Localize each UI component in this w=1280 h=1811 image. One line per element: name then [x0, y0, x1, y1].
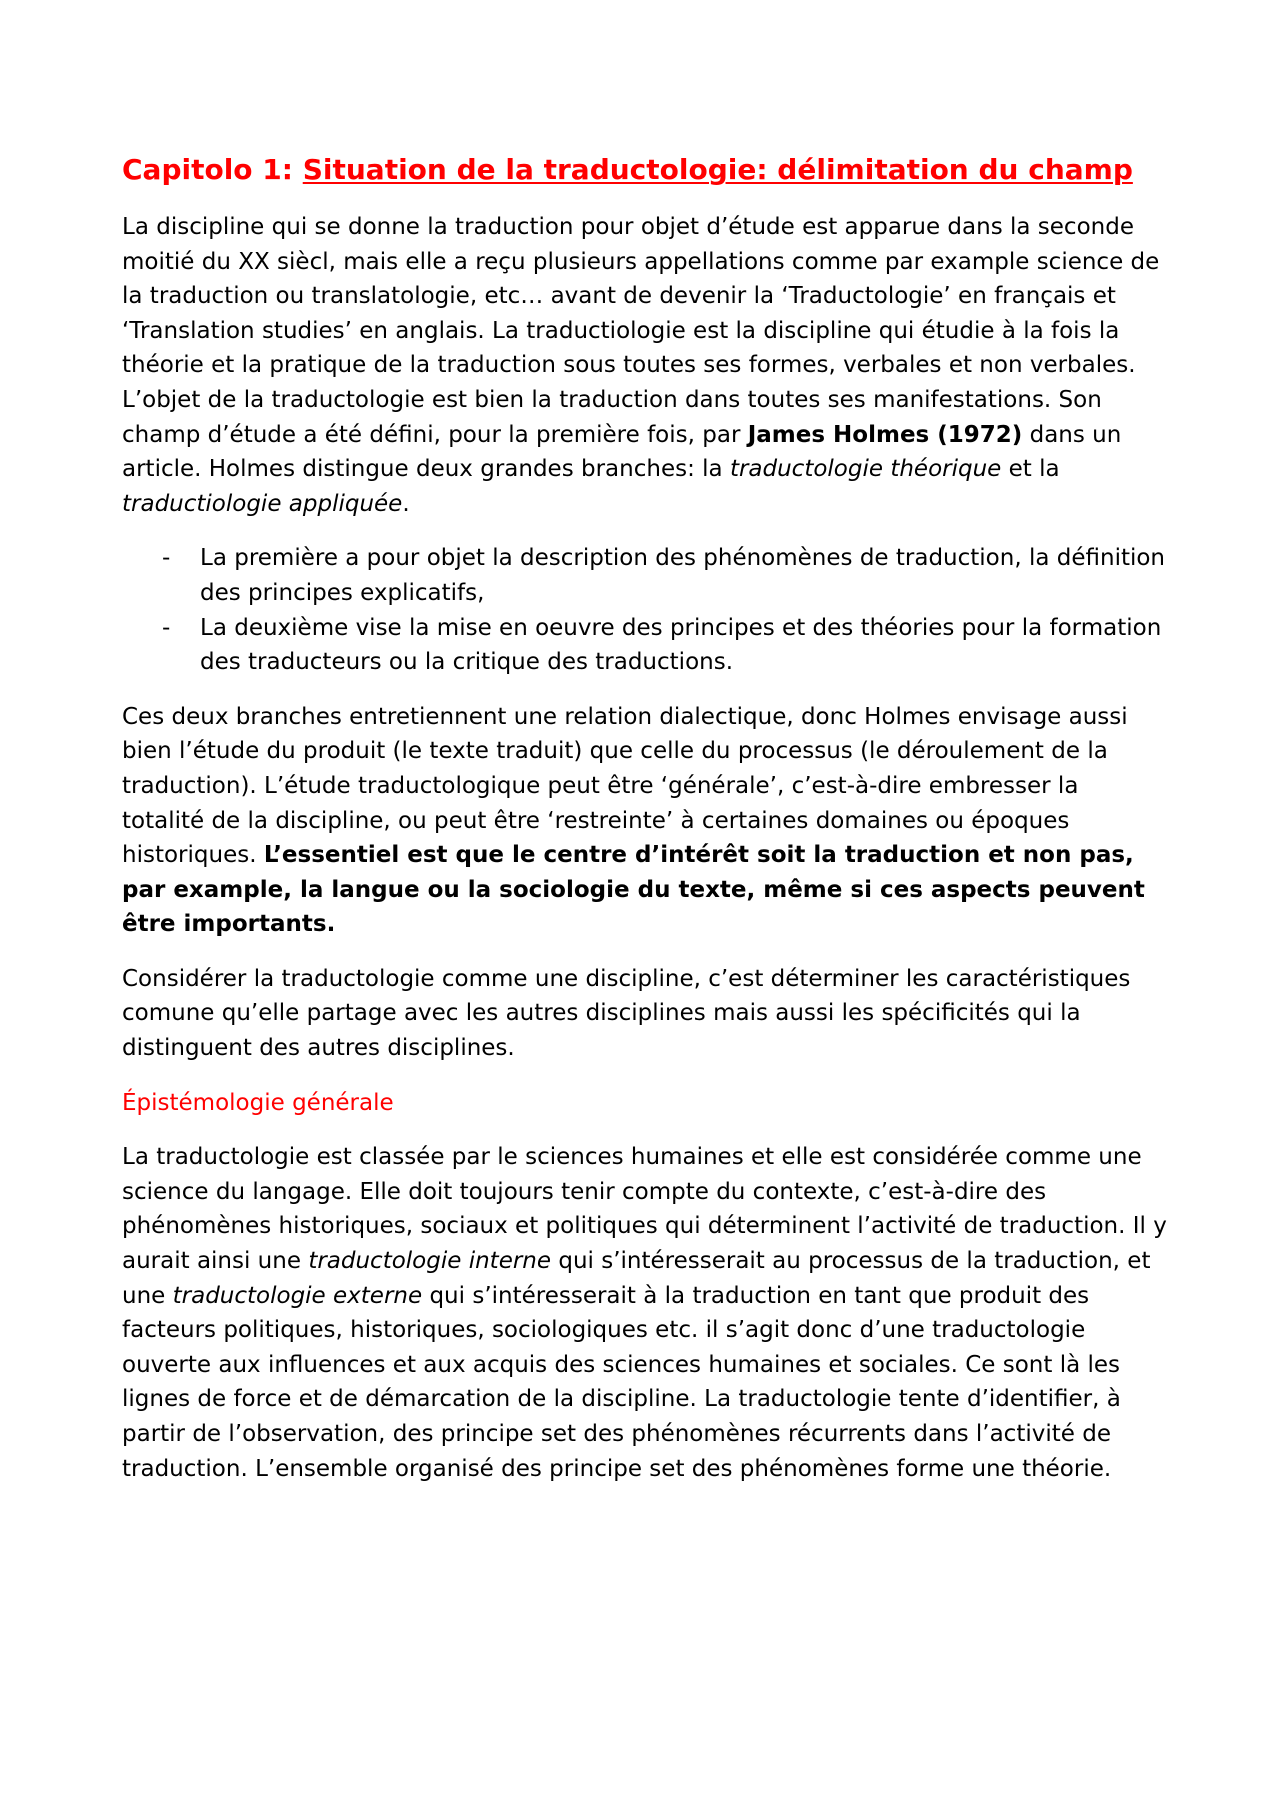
dialectic-text: Ces deux branches entretiennent une relation dialectique, donc Holmes envisage aussi bien l’étude du produit (le texte traduit) que celle du processus (le déroulement de la traduction). L’étude traductologique peut être ‘générale’, c’est-à-dire embresser la totalité de la discipline, ou peut être ‘restreinte’ à certaines domaines ou époques historiques.: [122, 703, 1128, 869]
intro-text: dans un article. Holmes distingue deux grandes branches: la: [122, 421, 1122, 483]
key-statement: L’essentiel est que le centre d’intérêt soit la traduction et non pas, par example, la langue ou la sociologie du texte, même si ces aspects peuvent être importants.: [122, 842, 1145, 938]
chapter-heading: [122, 150, 1167, 190]
external-traductology: traductologie externe: [172, 1282, 423, 1309]
chapter-number: Capitolo 1:: [122, 153, 303, 186]
intro-paragraph: [122, 210, 1167, 521]
branch-applied: traductiologie appliquée: [122, 490, 403, 517]
intro-text: et la: [1001, 456, 1060, 483]
list-item: [122, 541, 1167, 610]
intro-text: La discipline qui se donne la traduction pour objet d’étude est apparue dans la seconde moitié du XX sièc​l, mais elle a reçu plusieurs appellations comme par example science de la traduction ou translatologie, etc… avant de devenir la ‘Traductologie’ en français et ‘Translation studies’ en anglais. La traductiologie est la discipline qui étudie à la fois la théorie et la pratique de la traduction sous toutes ses formes, verbales et non verbales. L’objet de la traductologie est bien la traduction dans toutes ses manifestations. Son champ d’étude a été défini, pour la première fois, par: [122, 214, 1160, 448]
section-heading: Épistémologie générale: [122, 1089, 394, 1116]
list-item-text: La deuxième vise la mise en oeuvre des principes et des théories pour la formation des traducteurs ou la critique des traductions.: [200, 614, 1162, 676]
epistemology-text: qui s’intéresserait au processus de la traduction, et une: [122, 1248, 1151, 1309]
chapter-title: Situation de la traductologie: délimitation du champ: [302, 153, 1133, 186]
dialectic-paragraph: [122, 700, 1167, 942]
dash-bullet: -: [162, 614, 171, 641]
intro-text: .: [402, 490, 410, 517]
internal-traductology: traductologie interne: [308, 1248, 552, 1275]
document-page: [122, 150, 1167, 1506]
discipline-paragraph: Considérer la traductologie comme une discipline, c’est déterminer les caractéristiques comune qu’elle partage avec les autres disciplines mais aussi les spécificités qui la distinguent des autres disciplines.: [122, 965, 1131, 1062]
list-item: [122, 611, 1167, 680]
list-item-text: La première a pour objet la description des phénomènes de traduction, la définition des principes explicatifs,: [200, 545, 1166, 606]
branches-list: [122, 541, 1167, 679]
author-reference: James Holmes (1972): [747, 421, 1023, 448]
epistemology-text: qui s’intéresserait à la traduction en tant que produit des facteurs politiques, historiques, sociologiques etc. il s’agit donc d’une traductologie ouverte aux influences et aux acquis des sciences humaines et sociales. Ce sont là les lignes de force et de démarcation de la discipline. La traductologie tente d’identifier, à partir de l’observation, des principe set des phénomènes récurrents dans l’activité de traduction. L’ensemble organisé des principe set des phénomènes forme une théorie.: [122, 1282, 1121, 1482]
epistemology-text: La traductologie est classée par le sciences humaines et elle est considérée comme une science du langage. Elle doit toujours tenir compte du contexte, c’est-à-dire des phénomènes historiques, sociaux et politiques qui déterminent l’activité de traduction. Il y aurait ainsi une: [122, 1144, 1167, 1275]
branch-theoretical: traductologie théorique: [729, 456, 1002, 483]
dash-bullet: -: [162, 545, 171, 572]
epistemology-paragraph: [122, 1140, 1167, 1486]
